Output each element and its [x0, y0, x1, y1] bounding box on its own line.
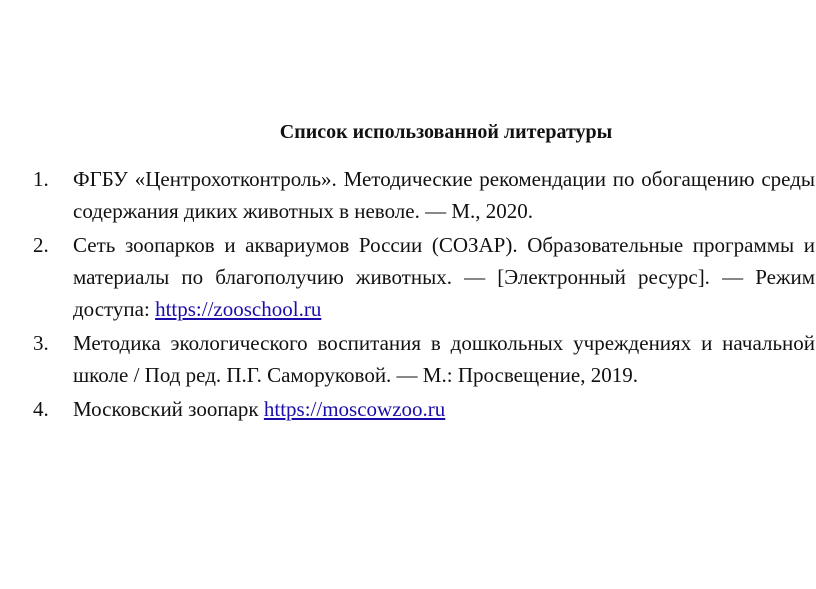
reference-text: Методика экологического воспитания в дошкольных учреждениях и начальной школе / Под ред. П.Г. Саморуковой. — М.: Просвещение, 2019.: [73, 331, 815, 387]
reference-number: 2.: [33, 233, 49, 257]
reference-link-zooschool[interactable]: https://zooschool.ru: [155, 297, 322, 321]
reference-link-moscowzoo[interactable]: https://moscowzoo.ru: [263, 397, 446, 421]
page-title: Список использованной литературы: [279, 121, 613, 143]
reference-item: [33, 327, 815, 391]
reference-item: [33, 393, 815, 425]
reference-number: 4.: [33, 397, 49, 421]
reference-text: Московский зоопарк: [73, 397, 264, 421]
reference-number: 3.: [33, 331, 49, 355]
reference-list: [33, 163, 815, 427]
reference-item: [33, 163, 815, 227]
reference-text: ФГБУ «Центрохотконтроль». Методические рекомендации по обогащению среды содержания диких животных в неволе. — М., 2020.: [73, 167, 815, 223]
reference-item: [33, 229, 815, 325]
reference-text: Сеть зоопарков и аквариумов России (СОЗАР). Образовательные программы и материалы по благополучию животных. — [Электронный ресурс]. — Режим доступа:: [73, 233, 815, 321]
reference-number: 1.: [33, 167, 49, 191]
